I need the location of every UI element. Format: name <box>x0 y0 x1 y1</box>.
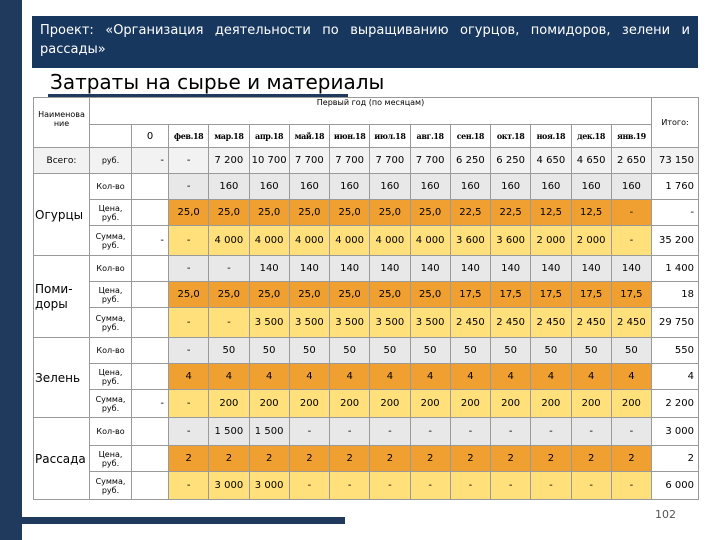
month-value-cell: 2 450 <box>491 308 531 338</box>
month-value-cell: 3 500 <box>330 308 370 338</box>
row-total-cell: 4 <box>652 364 699 390</box>
month-value-cell: 2 <box>370 446 410 472</box>
month-header: июл.18 <box>370 125 410 148</box>
table-row <box>34 174 699 200</box>
month-value-cell: 1 500 <box>249 418 289 446</box>
project-header: Проект: «Организация деятельности по выращиванию огурцов, помидоров, зелени и рассады» <box>32 16 698 68</box>
unit-label: Сумма, руб. <box>90 308 132 338</box>
month-value-cell: 1 500 <box>209 418 249 446</box>
month-value-cell: 25,0 <box>289 282 329 308</box>
month-value-cell: 25,0 <box>289 200 329 226</box>
month-value-cell: - <box>491 472 531 500</box>
row-total-cell: 2 <box>652 446 699 472</box>
month-value-cell: - <box>370 472 410 500</box>
row-total-cell: 6 000 <box>652 472 699 500</box>
month-value-cell: 200 <box>571 390 611 418</box>
month-value-cell: 160 <box>289 174 329 200</box>
table-row <box>34 282 699 308</box>
month-value-cell: 160 <box>209 174 249 200</box>
month-value-cell: 140 <box>491 256 531 282</box>
month-value-cell: 50 <box>370 338 410 364</box>
row-total-cell: 550 <box>652 338 699 364</box>
month-value-cell: 200 <box>531 390 571 418</box>
zero-column-header: 0 <box>132 125 169 148</box>
month-value-cell: 12,5 <box>571 200 611 226</box>
zero-period-cell: - <box>132 226 169 256</box>
month-value-cell: 17,5 <box>450 282 490 308</box>
month-value-cell: 4 000 <box>410 226 450 256</box>
month-value-cell: 4 <box>289 364 329 390</box>
name-column-header: Наименова ние <box>34 98 90 148</box>
month-value-cell: - <box>209 256 249 282</box>
month-value-cell: 2 <box>330 446 370 472</box>
table-row <box>34 148 699 174</box>
month-value-cell: 25,0 <box>209 200 249 226</box>
group-label: Рассада <box>34 418 90 500</box>
month-value-cell: 200 <box>209 390 249 418</box>
month-value-cell: 2 <box>249 446 289 472</box>
table-row <box>34 472 699 500</box>
month-value-cell: 22,5 <box>450 200 490 226</box>
month-value-cell: 3 500 <box>410 308 450 338</box>
unit-label: Кол-во <box>90 174 132 200</box>
month-value-cell: 25,0 <box>410 282 450 308</box>
month-value-cell: - <box>330 472 370 500</box>
table-row <box>34 308 699 338</box>
month-value-cell: - <box>611 200 651 226</box>
month-value-cell: 200 <box>450 390 490 418</box>
group-label: Поми-доры <box>34 256 90 338</box>
month-value-cell: 140 <box>410 256 450 282</box>
row-total-cell: 1 760 <box>652 174 699 200</box>
month-value-cell: 25,0 <box>370 200 410 226</box>
month-value-cell: - <box>571 472 611 500</box>
month-value-cell: 2 <box>209 446 249 472</box>
table-row <box>34 364 699 390</box>
month-header: окт.18 <box>491 125 531 148</box>
month-value-cell: 50 <box>491 338 531 364</box>
month-value-cell: - <box>289 472 329 500</box>
month-value-cell: 4 <box>571 364 611 390</box>
month-value-cell: 12,5 <box>531 200 571 226</box>
unit-label: Цена, руб. <box>90 200 132 226</box>
month-value-cell: 25,0 <box>209 282 249 308</box>
month-value-cell: 2 <box>289 446 329 472</box>
materials-cost-table <box>33 97 699 500</box>
unit-label: Сумма, руб. <box>90 390 132 418</box>
month-value-cell: 4 <box>169 364 209 390</box>
month-value-cell: 200 <box>410 390 450 418</box>
month-value-cell: 140 <box>289 256 329 282</box>
unit-label: Цена, руб. <box>90 364 132 390</box>
month-value-cell: 4 650 <box>531 148 571 174</box>
month-value-cell: - <box>531 418 571 446</box>
month-value-cell: 17,5 <box>611 282 651 308</box>
top-strip <box>22 0 720 10</box>
month-value-cell: 3 000 <box>209 472 249 500</box>
month-value-cell: 2 450 <box>611 308 651 338</box>
month-value-cell: - <box>611 472 651 500</box>
month-value-cell: 140 <box>571 256 611 282</box>
month-value-cell: 4 <box>531 364 571 390</box>
month-value-cell: 4 <box>370 364 410 390</box>
month-value-cell: 160 <box>450 174 490 200</box>
month-value-cell: 3 600 <box>450 226 490 256</box>
month-value-cell: 4 000 <box>209 226 249 256</box>
month-value-cell: 25,0 <box>330 282 370 308</box>
month-value-cell: 7 700 <box>289 148 329 174</box>
row-total-cell: 2 200 <box>652 390 699 418</box>
month-value-cell: 2 <box>491 446 531 472</box>
month-value-cell: - <box>169 148 209 174</box>
month-value-cell: 200 <box>611 390 651 418</box>
unit-label: Цена, руб. <box>90 282 132 308</box>
page-number: 102 <box>655 508 676 521</box>
month-value-cell: 4 000 <box>289 226 329 256</box>
month-value-cell: 4 <box>249 364 289 390</box>
zero-period-cell <box>132 282 169 308</box>
month-value-cell: 140 <box>330 256 370 282</box>
unit-label: Сумма, руб. <box>90 226 132 256</box>
month-value-cell: 2 650 <box>611 148 651 174</box>
month-value-cell: 140 <box>531 256 571 282</box>
month-value-cell: 25,0 <box>410 200 450 226</box>
month-value-cell: 4 000 <box>249 226 289 256</box>
month-value-cell: 6 250 <box>450 148 490 174</box>
month-value-cell: 3 500 <box>370 308 410 338</box>
month-value-cell: 4 <box>491 364 531 390</box>
table-body <box>34 98 699 500</box>
month-value-cell: 200 <box>249 390 289 418</box>
month-value-cell: - <box>169 226 209 256</box>
zero-period-cell <box>132 174 169 200</box>
month-header: янв.19 <box>611 125 651 148</box>
row-total-cell: 1 400 <box>652 256 699 282</box>
month-value-cell: 25,0 <box>169 282 209 308</box>
month-header: фев.18 <box>169 125 209 148</box>
month-value-cell: 2 <box>531 446 571 472</box>
unit-label: Кол-во <box>90 338 132 364</box>
unit-label: Кол-во <box>90 256 132 282</box>
month-value-cell: 160 <box>531 174 571 200</box>
group-label: Огурцы <box>34 174 90 256</box>
month-value-cell: - <box>611 226 651 256</box>
month-value-cell: 160 <box>330 174 370 200</box>
month-value-cell: 25,0 <box>249 200 289 226</box>
header-row-top <box>34 98 699 125</box>
table-row <box>34 390 699 418</box>
month-value-cell: - <box>289 418 329 446</box>
month-value-cell: 200 <box>330 390 370 418</box>
zero-period-cell: - <box>132 148 169 174</box>
unit-label: Цена, руб. <box>90 446 132 472</box>
month-value-cell: 25,0 <box>169 200 209 226</box>
month-value-cell: 4 650 <box>571 148 611 174</box>
month-header: апр.18 <box>249 125 289 148</box>
month-value-cell: - <box>169 390 209 418</box>
month-value-cell: 2 450 <box>450 308 490 338</box>
month-value-cell: 50 <box>571 338 611 364</box>
month-value-cell: 2 <box>611 446 651 472</box>
month-value-cell: - <box>531 472 571 500</box>
month-value-cell: 50 <box>531 338 571 364</box>
zero-period-cell <box>132 418 169 446</box>
month-value-cell: 25,0 <box>249 282 289 308</box>
month-value-cell: 50 <box>450 338 490 364</box>
month-value-cell: - <box>169 256 209 282</box>
zero-period-cell <box>132 200 169 226</box>
month-value-cell: 50 <box>289 338 329 364</box>
month-value-cell: 50 <box>330 338 370 364</box>
month-value-cell: 3 600 <box>491 226 531 256</box>
month-value-cell: 50 <box>410 338 450 364</box>
month-value-cell: - <box>491 418 531 446</box>
month-value-cell: - <box>169 418 209 446</box>
month-value-cell: 2 000 <box>531 226 571 256</box>
month-header: сен.18 <box>450 125 490 148</box>
month-value-cell: 3 500 <box>289 308 329 338</box>
month-value-cell: - <box>611 418 651 446</box>
table-row <box>34 418 699 446</box>
row-total-cell: 35 200 <box>652 226 699 256</box>
month-value-cell: - <box>169 174 209 200</box>
slide-title: Затраты на сырье и материалы <box>50 70 385 94</box>
month-value-cell: 50 <box>209 338 249 364</box>
month-value-cell: 7 200 <box>209 148 249 174</box>
month-value-cell: 140 <box>370 256 410 282</box>
month-value-cell: - <box>571 418 611 446</box>
month-value-cell: 2 <box>450 446 490 472</box>
month-value-cell: - <box>169 308 209 338</box>
row-total-cell: 3 000 <box>652 418 699 446</box>
month-value-cell: 7 700 <box>410 148 450 174</box>
zero-period-cell <box>132 364 169 390</box>
month-value-cell: - <box>370 418 410 446</box>
month-value-cell: 3 000 <box>249 472 289 500</box>
month-header: авг.18 <box>410 125 450 148</box>
month-value-cell: - <box>169 338 209 364</box>
bottom-accent-rule <box>22 517 345 524</box>
month-value-cell: 4 <box>410 364 450 390</box>
month-value-cell: 160 <box>370 174 410 200</box>
row-total-cell: 29 750 <box>652 308 699 338</box>
zero-period-cell <box>132 338 169 364</box>
month-value-cell: 50 <box>249 338 289 364</box>
month-value-cell: 4 <box>209 364 249 390</box>
month-value-cell: - <box>169 472 209 500</box>
month-value-cell: 17,5 <box>571 282 611 308</box>
month-value-cell: 160 <box>611 174 651 200</box>
month-value-cell: 160 <box>410 174 450 200</box>
month-value-cell: 2 450 <box>531 308 571 338</box>
table-row <box>34 338 699 364</box>
unit-label: Сумма, руб. <box>90 472 132 500</box>
month-value-cell: - <box>450 472 490 500</box>
zero-period-cell <box>132 308 169 338</box>
zero-period-cell <box>132 446 169 472</box>
month-value-cell: 160 <box>571 174 611 200</box>
month-header: июн.18 <box>330 125 370 148</box>
month-value-cell: 2 450 <box>571 308 611 338</box>
month-value-cell: 4 000 <box>330 226 370 256</box>
total-column-header: Итого: <box>652 98 699 148</box>
month-value-cell: 2 <box>410 446 450 472</box>
month-value-cell: 4 <box>611 364 651 390</box>
month-value-cell: 140 <box>611 256 651 282</box>
month-value-cell: - <box>410 472 450 500</box>
month-value-cell: - <box>450 418 490 446</box>
month-value-cell: 25,0 <box>330 200 370 226</box>
month-value-cell: 17,5 <box>491 282 531 308</box>
month-value-cell: 140 <box>450 256 490 282</box>
month-value-cell: 2 <box>571 446 611 472</box>
month-value-cell: 2 <box>169 446 209 472</box>
zero-period-cell <box>132 472 169 500</box>
month-value-cell: 160 <box>491 174 531 200</box>
month-value-cell: 200 <box>370 390 410 418</box>
month-value-cell: 3 500 <box>249 308 289 338</box>
row-total-cell: 18 <box>652 282 699 308</box>
header-row-months <box>34 125 699 148</box>
unit-label: Кол-во <box>90 418 132 446</box>
group-label: Всего: <box>34 148 90 174</box>
month-value-cell: 6 250 <box>491 148 531 174</box>
month-value-cell: 4 <box>450 364 490 390</box>
table-row <box>34 200 699 226</box>
month-value-cell: - <box>209 308 249 338</box>
month-value-cell: 7 700 <box>330 148 370 174</box>
group-label: Зелень <box>34 338 90 418</box>
month-header: мар.18 <box>209 125 249 148</box>
month-value-cell: 25,0 <box>370 282 410 308</box>
left-accent-bar <box>0 0 22 540</box>
month-value-cell: 2 000 <box>571 226 611 256</box>
month-value-cell: 50 <box>611 338 651 364</box>
unit-header-cell <box>90 125 132 148</box>
month-value-cell: 200 <box>289 390 329 418</box>
month-value-cell: 10 700 <box>249 148 289 174</box>
zero-period-cell: - <box>132 390 169 418</box>
row-total-cell: 73 150 <box>652 148 699 174</box>
month-value-cell: - <box>330 418 370 446</box>
row-total-cell: - <box>652 200 699 226</box>
month-value-cell: 4 000 <box>370 226 410 256</box>
month-value-cell: 7 700 <box>370 148 410 174</box>
zero-period-cell <box>132 256 169 282</box>
month-header: май.18 <box>289 125 329 148</box>
month-value-cell: 17,5 <box>531 282 571 308</box>
first-year-header: Первый год (по месяцам) <box>90 98 652 125</box>
month-value-cell: 22,5 <box>491 200 531 226</box>
month-value-cell: 200 <box>491 390 531 418</box>
table-row <box>34 256 699 282</box>
table-row <box>34 446 699 472</box>
month-value-cell: - <box>410 418 450 446</box>
month-value-cell: 140 <box>249 256 289 282</box>
month-value-cell: 160 <box>249 174 289 200</box>
month-value-cell: 4 <box>330 364 370 390</box>
unit-label: руб. <box>90 148 132 174</box>
table-row <box>34 226 699 256</box>
month-header: дек.18 <box>571 125 611 148</box>
month-header: ноя.18 <box>531 125 571 148</box>
